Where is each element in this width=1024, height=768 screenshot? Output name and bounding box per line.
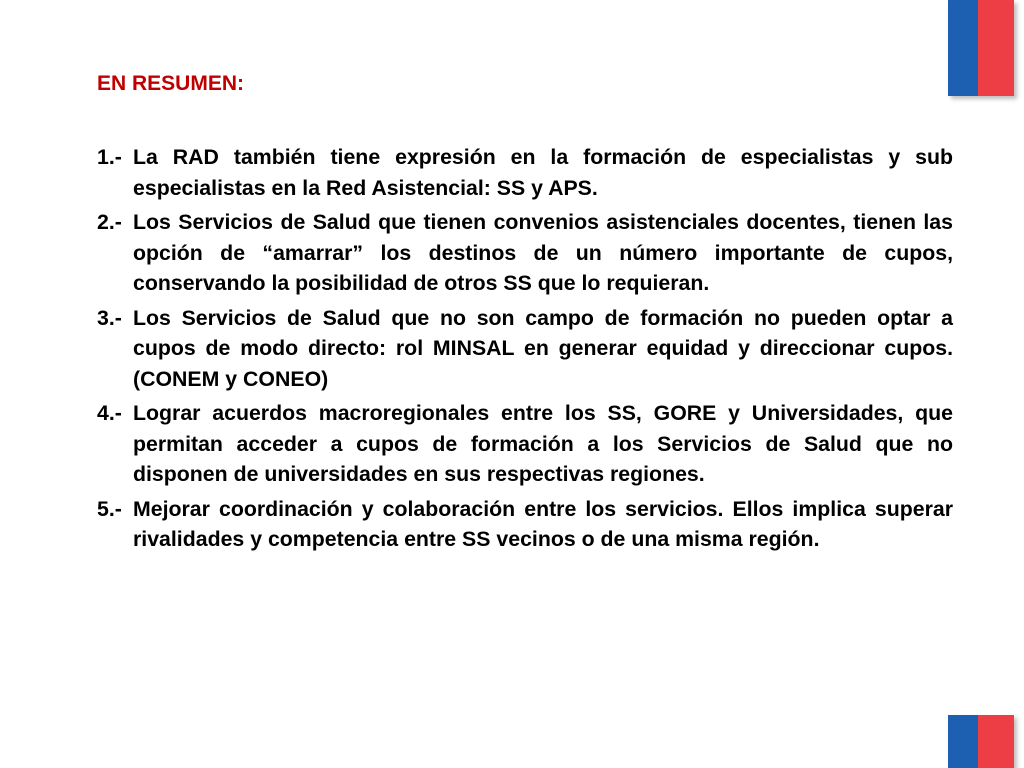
item-number: 3.- bbox=[97, 305, 122, 330]
flag-blue-bar bbox=[948, 715, 978, 768]
list-item bbox=[97, 142, 953, 203]
list-item bbox=[97, 494, 953, 555]
item-number: 2.- bbox=[97, 210, 122, 234]
list-item bbox=[97, 207, 953, 299]
item-number: 1.- bbox=[97, 145, 122, 169]
item-number: 5.- bbox=[97, 496, 122, 521]
item-text: La RAD también tiene expresión en la formación de especialistas y sub especialistas en la Red Asistencial: SS y APS. bbox=[133, 145, 953, 200]
list-item bbox=[97, 398, 953, 490]
item-text: Lograr acuerdos macroregionales entre los SS, GORE y Universidades, que permitan acceder a cupos de formación a los Servicios de Salud que no disponen de universidades en sus respectivas regiones. bbox=[133, 401, 953, 486]
item-number: 4.- bbox=[97, 401, 122, 425]
item-text: Los Servicios de Salud que tienen convenios asistenciales docentes, tienen las opción de “amarrar” los destinos de un número importante de cupos, conservando la posibilidad de otros SS que lo requieran. bbox=[133, 210, 953, 295]
flag-red-bar bbox=[978, 0, 1014, 96]
item-text: Mejorar coordinación y colaboración entre los servicios. Ellos implica superar rivalidades y competencia entre SS vecinos o de una misma región. bbox=[133, 496, 953, 551]
flag-top-decoration bbox=[948, 0, 1014, 96]
item-text: Los Servicios de Salud que no son campo de formación no pueden optar a cupos de modo directo: rol MINSAL en generar equidad y direccionar cupos.(CONEM y CONEO) bbox=[133, 305, 953, 391]
flag-blue-bar bbox=[948, 0, 978, 96]
slide-title: EN RESUMEN: bbox=[97, 72, 245, 95]
flag-red-bar bbox=[978, 715, 1014, 768]
list-item bbox=[97, 303, 953, 395]
flag-bottom-decoration bbox=[948, 715, 1014, 768]
summary-list bbox=[97, 142, 953, 559]
